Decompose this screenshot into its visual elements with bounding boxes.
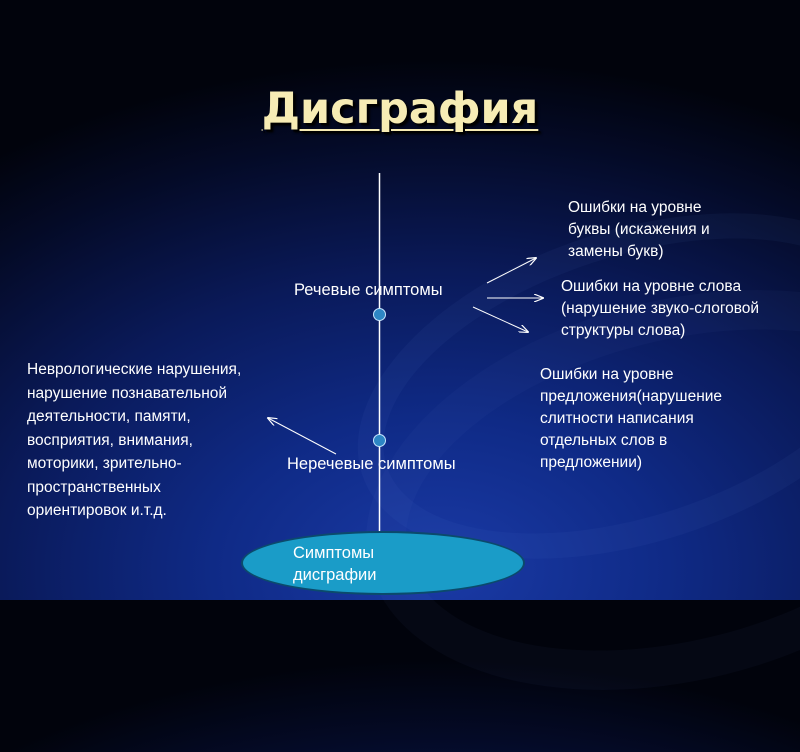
arrow-to-sentence-errors <box>473 307 528 332</box>
neurological-disorders-text: Неврологические нарушения, нарушение познавательной деятельности, памяти, восприятия, внимания, моторики, зрительно- пространственных ориентировок и.т.д. <box>27 361 242 519</box>
speech-symptoms-node <box>373 308 386 321</box>
nonspeech-symptoms-node <box>373 434 386 447</box>
arrow-to-neurological <box>268 418 336 454</box>
arrow-to-letter-errors <box>487 258 536 283</box>
root-symptoms-ellipse <box>241 531 525 595</box>
page-title: Дисграфия <box>261 84 539 134</box>
nonspeech-symptoms-label: Неречевые симптомы <box>287 455 456 473</box>
speech-symptoms-label: Речевые симптомы <box>294 281 443 299</box>
word-errors-text: Ошибки на уровне слова (нарушение звуко-слоговой структуры слова) <box>561 278 760 339</box>
letter-errors-text: Ошибки на уровне буквы (искажения и замены букв) <box>568 199 710 260</box>
root-symptoms-label: Симптомы дисграфии <box>293 544 377 584</box>
sentence-errors-text: Ошибки на уровне предложения(нарушение слитности написания отдельных слов в предложении) <box>540 366 723 471</box>
